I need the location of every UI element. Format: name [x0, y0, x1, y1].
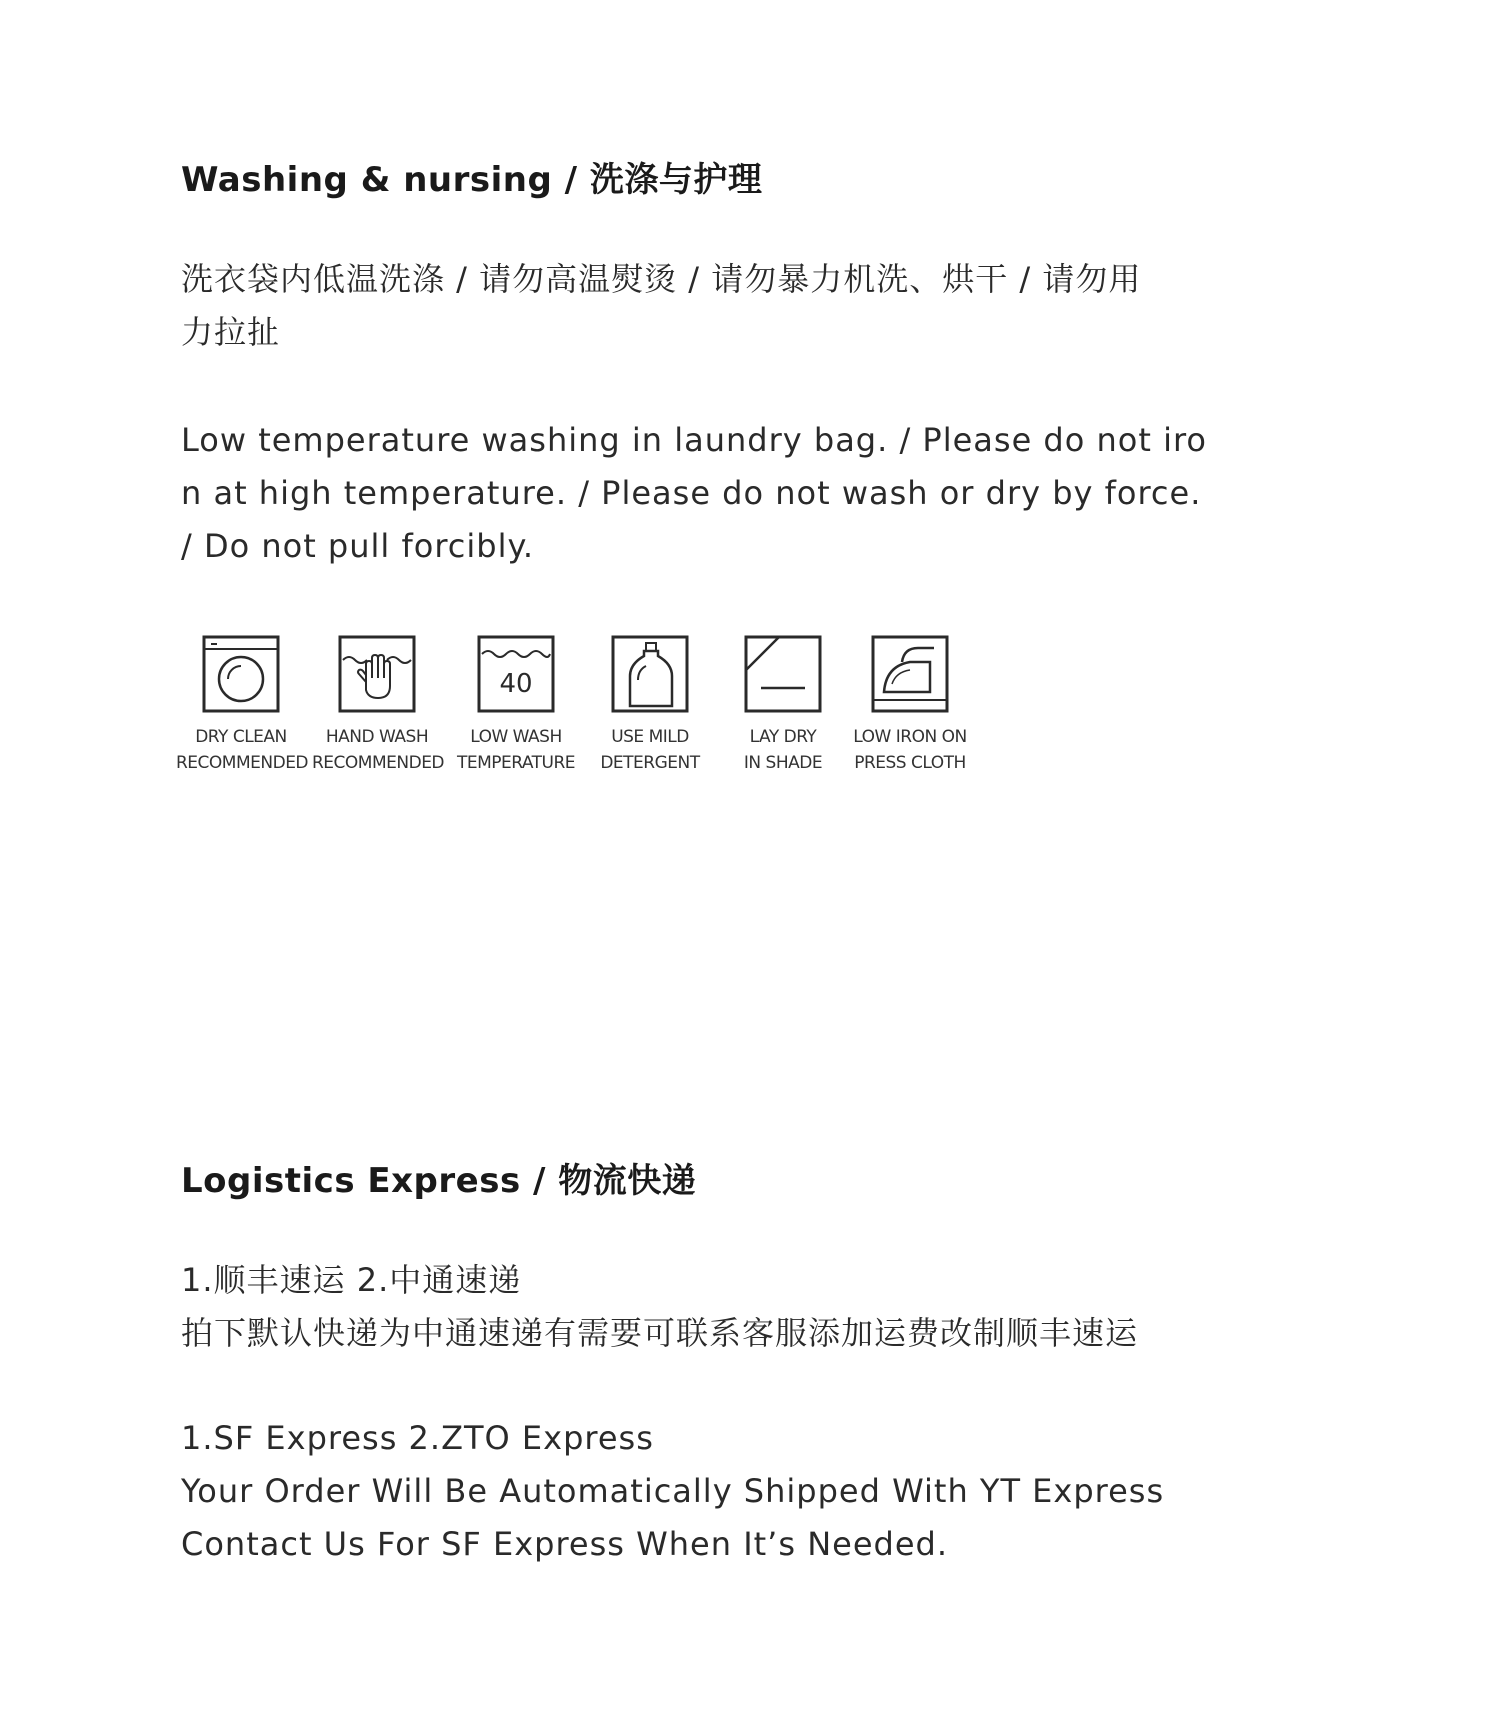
care-item-low-iron [845, 634, 975, 776]
hand-wash-icon [337, 634, 417, 714]
logistics-info-en [181, 1412, 1351, 1571]
care-label-line: IN SHADE [743, 753, 823, 773]
care-item-dry-clean [176, 634, 309, 776]
care-icons-row [176, 634, 996, 784]
care-label-line: RECOMMENDED [312, 753, 445, 773]
care-item-low-wash [451, 634, 581, 776]
washing-instructions-en [181, 414, 1351, 573]
care-label-line: LOW IRON ON [853, 727, 967, 747]
care-item-lay-dry [718, 634, 848, 776]
low-iron-icon [870, 634, 950, 714]
logistics-section-title: Logistics Express / 物流快递 [181, 1161, 697, 1201]
logistics-zh-line: 1.顺丰速运 2.中通速递 [181, 1261, 522, 1299]
washing-en-line: n at high temperature. / Please do not wash or dry by force. [181, 474, 1202, 512]
washing-zh-line: 力拉扯 [181, 313, 281, 351]
washing-en-line: / Do not pull forcibly. [181, 527, 534, 565]
care-label-line: TEMPERATURE [456, 753, 576, 773]
care-label-line: HAND WASH [325, 727, 429, 747]
logistics-zh-line: 拍下默认快递为中通速递有需要可联系客服添加运费改制顺丰速运 [181, 1314, 1139, 1352]
washing-instructions-zh [181, 253, 1351, 359]
care-label-line: RECOMMENDED [176, 753, 309, 773]
care-label-line: PRESS CLOTH [854, 753, 966, 773]
low-wash-temperature-icon [476, 634, 556, 714]
care-label-line: USE MILD [611, 727, 689, 747]
care-label-line: LAY DRY [749, 727, 817, 747]
mild-detergent-icon [610, 634, 690, 714]
washing-zh-line: 洗衣袋内低温洗涤 / 请勿高温熨烫 / 请勿暴力机洗、烘干 / 请勿用 [181, 260, 1142, 298]
dry-clean-icon [201, 634, 281, 714]
care-item-hand-wash [312, 634, 445, 776]
care-item-mild-detergent [585, 634, 715, 776]
logistics-en-line: 1.SF Express 2.ZTO Express [181, 1419, 654, 1457]
washing-section-title: Washing & nursing / 洗涤与护理 [181, 160, 763, 200]
lay-dry-in-shade-icon [743, 634, 823, 714]
logistics-en-line: Contact Us For SF Express When It’s Needed. [181, 1525, 948, 1563]
logistics-info-zh [181, 1254, 1351, 1360]
washing-en-line: Low temperature washing in laundry bag. / Please do not iro [181, 421, 1207, 459]
care-label-line: DETERGENT [600, 753, 700, 773]
care-label-line: LOW WASH [470, 727, 562, 747]
care-label-line: DRY CLEAN [195, 727, 287, 747]
wash-temperature-value: 40 [499, 669, 533, 699]
logistics-en-line: Your Order Will Be Automatically Shipped With YT Express [181, 1472, 1165, 1510]
